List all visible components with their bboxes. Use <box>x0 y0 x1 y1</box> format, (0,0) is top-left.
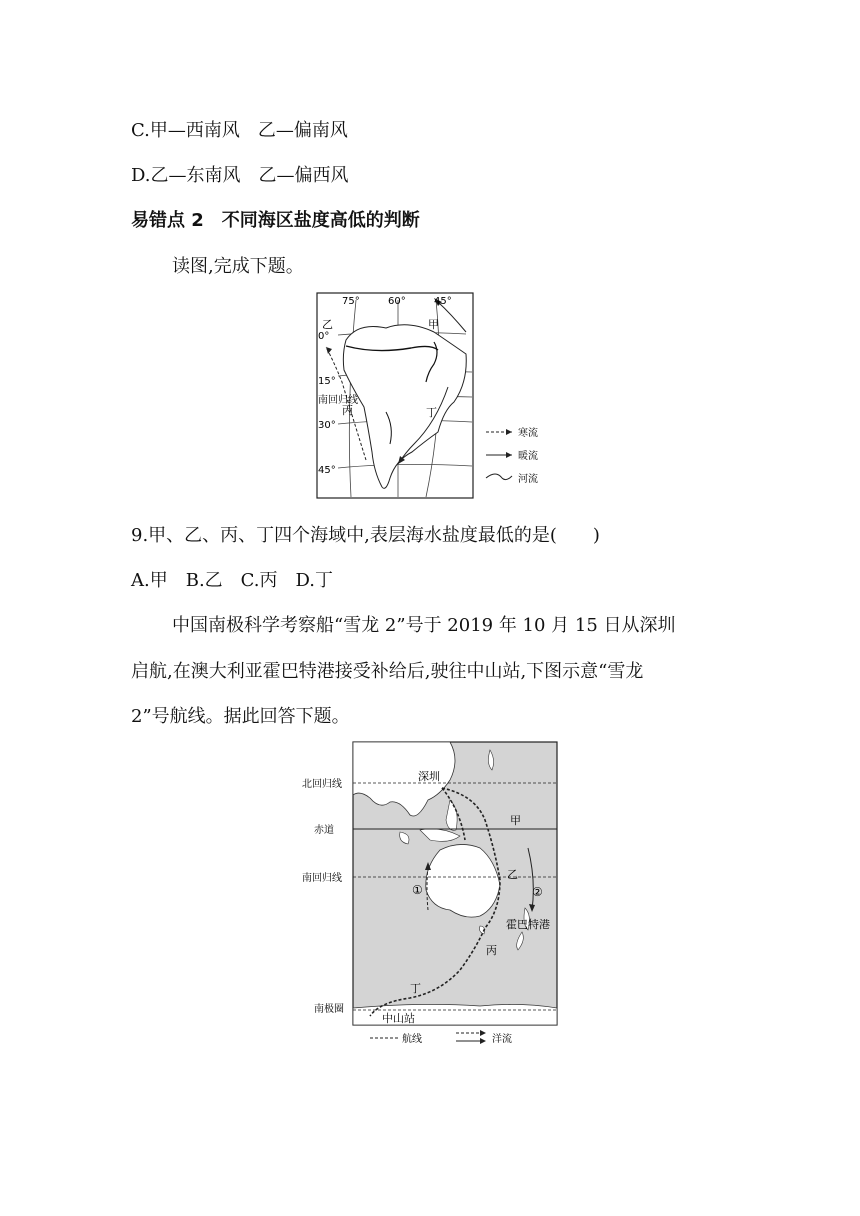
lon-label: 60° <box>388 296 406 307</box>
option-c-prev: C.甲—西南风 乙—偏南风 <box>131 120 348 141</box>
instruction: 读图,完成下题。 <box>172 256 304 277</box>
legend-current: 洋流 <box>492 1034 512 1045</box>
option-d-prev: D.乙—东南风 乙—偏西风 <box>131 165 349 186</box>
lon-label: 45° <box>434 296 452 307</box>
legend-river: 河流 <box>518 474 538 485</box>
current-label: ② <box>532 885 543 899</box>
lat-label: 30° <box>318 420 336 431</box>
lat-label: 南极圈 <box>314 1004 344 1015</box>
south-america-map <box>316 292 556 504</box>
passage-line-2: 启航,在澳大利亚霍巴特港接受补给后,驶往中山站,下图示意“雪龙 <box>131 661 644 682</box>
lat-label: 45° <box>318 465 336 476</box>
lon-label: 75° <box>342 296 360 307</box>
place-label: 霍巴特港 <box>506 918 550 931</box>
area-label: 乙 <box>322 318 333 331</box>
passage-line-1: 中国南极科学考察船“雪龙 2”号于 2019 年 10 月 15 日从深圳 <box>172 615 676 636</box>
area-label: 丁 <box>410 982 421 995</box>
area-label: 丁 <box>426 406 437 419</box>
area-label: 丙 <box>486 944 497 957</box>
place-label: 中山站 <box>382 1012 415 1025</box>
current-label: ① <box>412 883 423 897</box>
area-label: 乙 <box>507 868 518 881</box>
question-9-options: A.甲 B.乙 C.丙 D.丁 <box>131 570 334 591</box>
lat-label: 北回归线 <box>302 779 342 790</box>
area-label: 甲 <box>510 814 521 827</box>
area-label: 丙 <box>342 404 353 417</box>
lat-label: 0° <box>318 331 330 342</box>
lat-label: 赤道 <box>314 825 334 836</box>
passage-line-3: 2”号航线。据此回答下题。 <box>131 706 350 727</box>
area-label: 甲 <box>428 318 439 331</box>
lat-label: 15° <box>318 376 336 387</box>
lat-label: 南回归线 <box>318 395 358 406</box>
legend-route: 航线 <box>402 1034 422 1045</box>
legend-warm: 暖流 <box>518 451 538 462</box>
question-9-stem: 9.甲、乙、丙、丁四个海域中,表层海水盐度最低的是( ) <box>131 525 600 546</box>
place-label: 深圳 <box>418 770 440 783</box>
legend-cold: 寒流 <box>518 428 538 439</box>
section-title: 易错点 2 不同海区盐度高低的判断 <box>131 210 420 231</box>
lat-label: 南回归线 <box>302 873 342 884</box>
xuelong-route-map <box>300 740 560 1056</box>
